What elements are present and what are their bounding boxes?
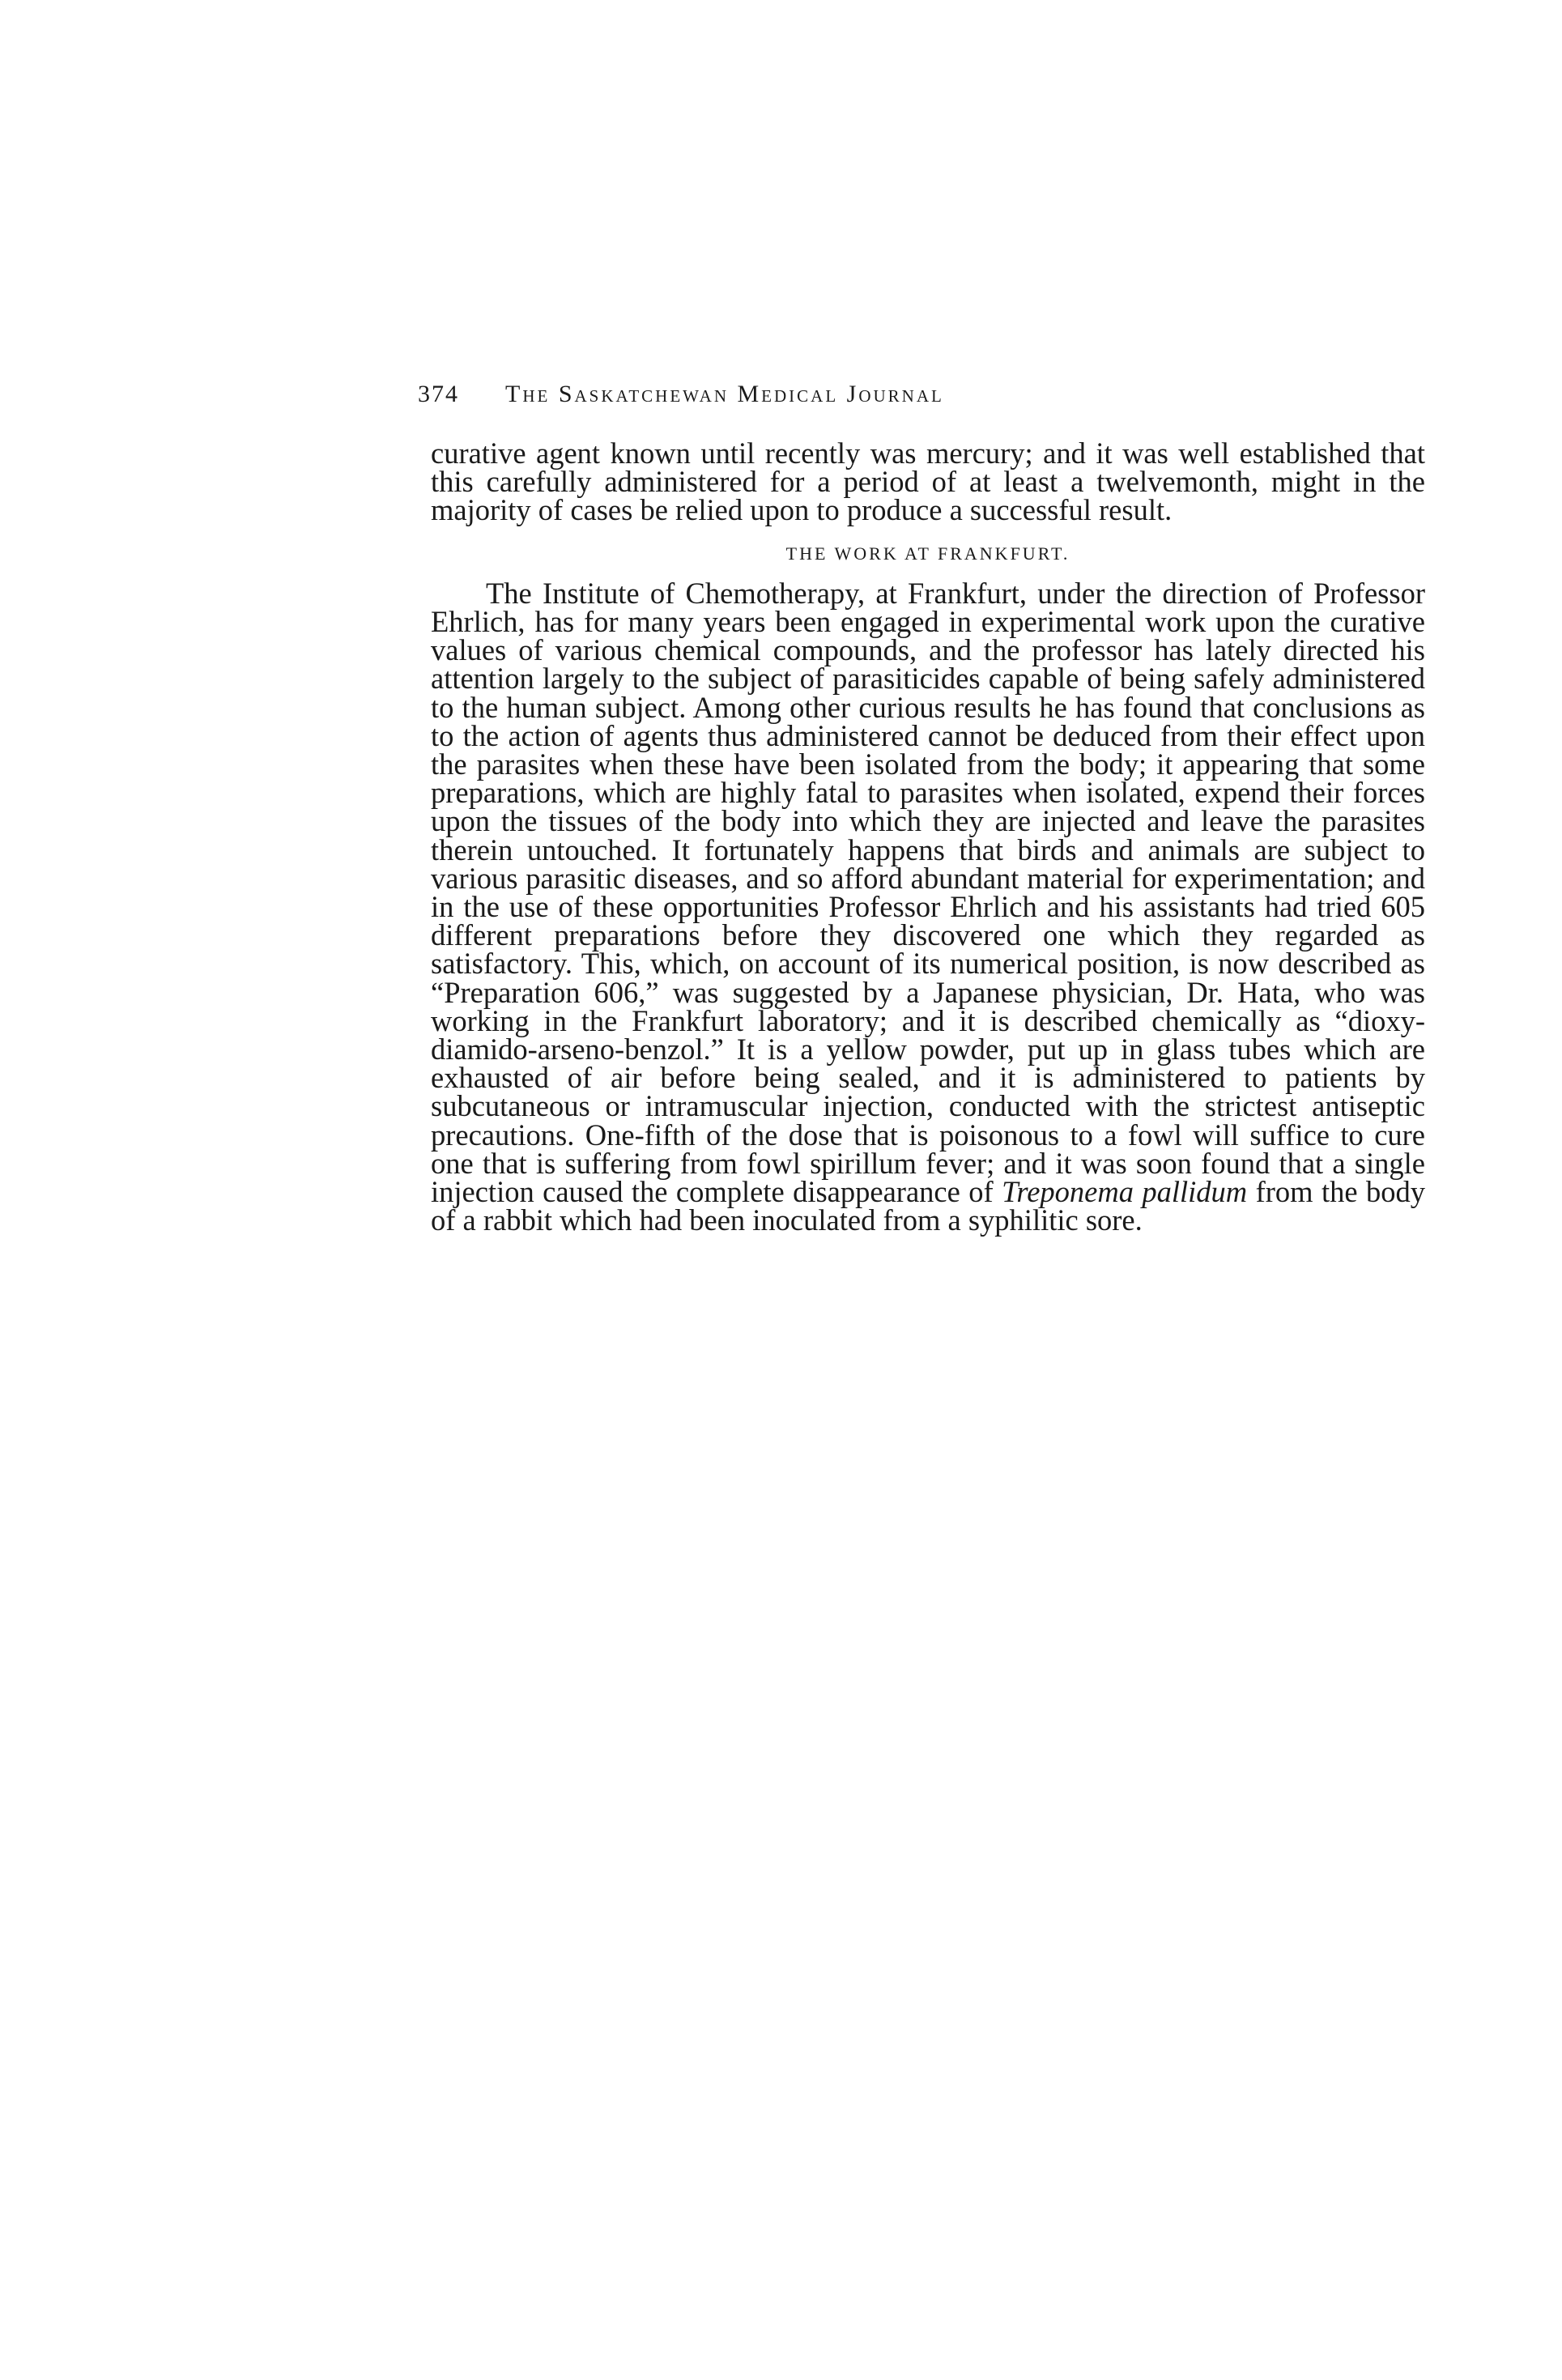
main-paragraph [431,576,1425,1237]
journal-title: The Saskatchewan Medical Journal [505,381,944,407]
main-paragraph-ending: from the body of a rabbit which had been inoculated from a syphilitic sore. [431,1175,1425,1237]
section-heading: THE WORK AT FRANKFURT. [785,543,1070,564]
main-paragraph-text: The Institute of Chemotherapy, at Frankfurt, under the direction of Professor Ehrlich, has for many years been engaged in experimental work upon the curative values of various chemical compounds, and the professor has lately directed his attention largely to the subject of parasiticides capable of being safely administered to the human subject. Among other curious results he has found that conclusions as to the action of agents thus administered cannot be deduced from their effect upon the parasites when these have been isolated from the body; it appearing that some preparations, which are highly fatal to parasites when isolated, expend their forces upon the tissues of the body into which they are injected and leave the parasites therein untouched. It fortunately happens that birds and animals are subject to various parasitic diseases, and so afford abundant material for experimentation; and in the use of these opportunities Professor Ehrlich and his assistants had tried 605 different preparations before they discovered one which they regarded as satisfactory. This, which, on account of its numerical position, is now described as “Preparation 606,” was suggested by a Japanese physician, Dr. Hata, who was working in the Frankfurt laboratory; and it is described chemically as “dioxy-diamido-arseno-benzol.” It is a yellow powder, put up in glass tubes which are exhausted of air before being sealed, and it is administered to patients by subcutaneous or intramuscular injection, conducted with the strictest antiseptic precautions. One-fifth of the dose that is poisonous to a fowl will suffice to cure one that is suffering from fowl spirillum fever; and it was soon found that a single injection caused the complete disappearance of [431,576,1425,1209]
page-number: 374 [418,381,459,407]
opening-paragraph: curative agent known until recently was mercury; and it was well established that this carefully administered for a period of at least a twelvemonth, might in the majority of cases be relied upon to produce a successful result. [431,436,1425,527]
species-name: Treponema pallidum [1002,1175,1248,1209]
article-body [431,436,1425,1237]
running-head [418,381,1260,413]
